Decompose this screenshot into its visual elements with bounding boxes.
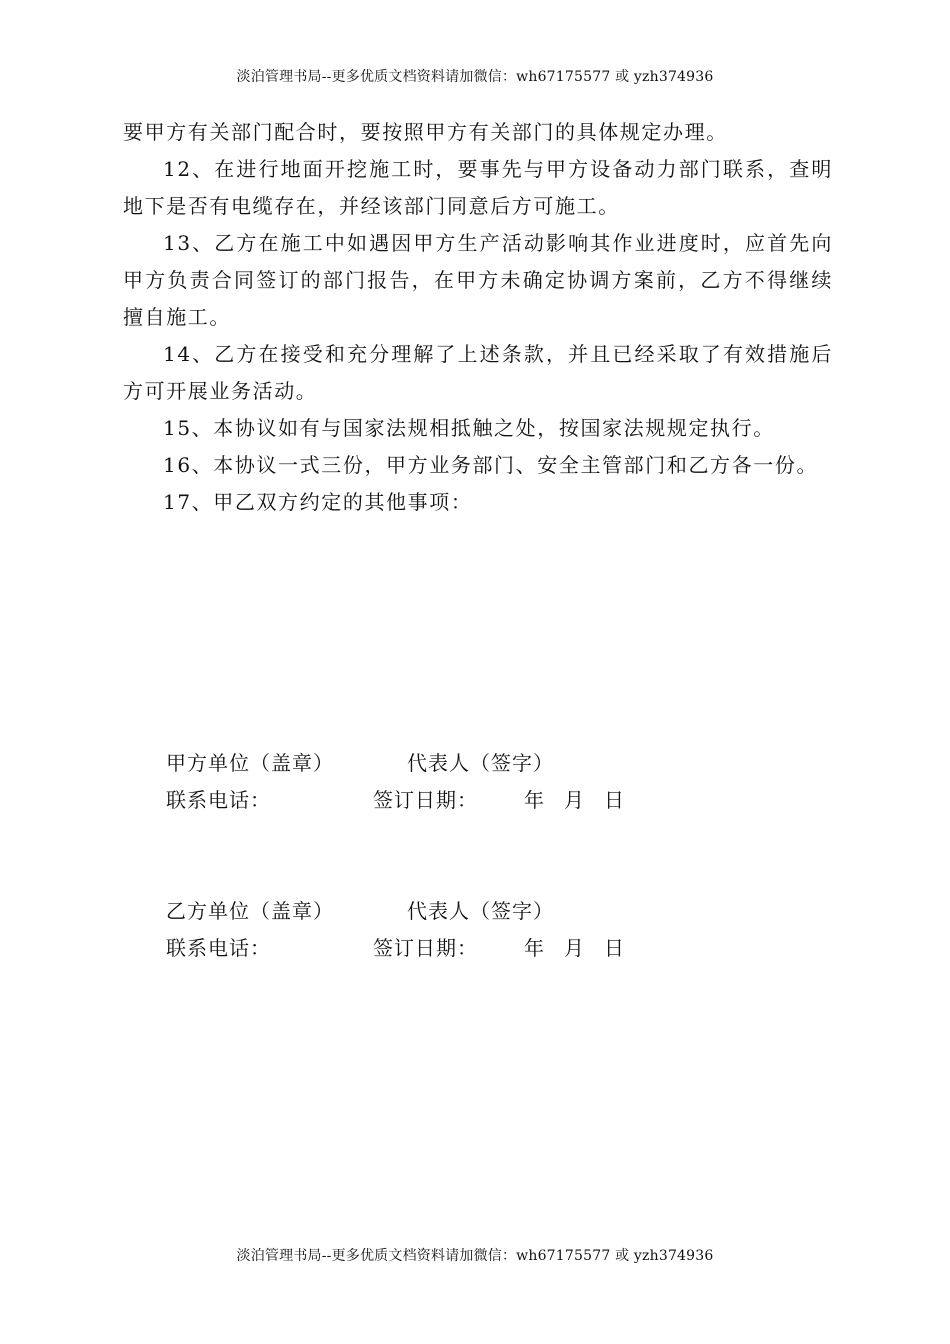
party-a-sign-row — [0, 747, 950, 777]
party-b-day: 日 — [604, 936, 625, 960]
clause-13: 13、乙方在施工中如遇因甲方生产活动影响其作业进度时，应首先向甲方负责合同签订的部门报告，在甲方未确定协调方案前，乙方不得继续擅自施工。 — [123, 231, 833, 329]
party-b-year: 年 — [524, 936, 545, 960]
party-a-day: 日 — [604, 788, 625, 812]
clause-12: 12、在进行地面开挖施工时，要事先与甲方设备动力部门联系，查明地下是否有电缆存在，并经该部门同意后方可施工。 — [123, 157, 833, 218]
party-b-rep-label: 代表人（签字） — [407, 899, 554, 923]
party-b-month: 月 — [564, 936, 585, 960]
page-header: 淡泊管理书局--更多优质文档资料请加微信：wh67175577 或 yzh374936 — [236, 69, 714, 85]
party-a-year: 年 — [524, 788, 545, 812]
party-b-date-label: 签订日期： — [373, 936, 478, 960]
party-a-unit-label: 甲方单位（盖章） — [166, 751, 334, 775]
paragraph-continuation: 要甲方有关部门配合时，要按照甲方有关部门的具体规定办理。 — [123, 120, 728, 144]
party-b-phone-label: 联系电话： — [166, 936, 271, 960]
page-footer: 淡泊管理书局--更多优质文档资料请加微信：wh67175577 或 yzh374936 — [236, 1248, 714, 1264]
clause-17: 17、甲乙双方约定的其他事项： — [163, 490, 473, 514]
party-a-date-label: 签订日期： — [373, 788, 478, 812]
party-b-unit-label: 乙方单位（盖章） — [166, 899, 334, 923]
party-a-month: 月 — [564, 788, 585, 812]
clause-14: 14、乙方在接受和充分理解了上述条款，并且已经采取了有效措施后方可开展业务活动。 — [123, 342, 833, 403]
party-a-contact-row — [0, 784, 950, 814]
party-a-phone-label: 联系电话： — [166, 788, 271, 812]
clause-16: 16、本协议一式三份，甲方业务部门、安全主管部门和乙方各一份。 — [163, 453, 819, 477]
contract-body — [123, 114, 833, 521]
party-b-sign-row — [0, 895, 950, 925]
party-a-rep-label: 代表人（签字） — [407, 751, 554, 775]
clause-15: 15、本协议如有与国家法规相抵触之处，按国家法规规定执行。 — [163, 416, 775, 440]
party-b-contact-row — [0, 932, 950, 962]
